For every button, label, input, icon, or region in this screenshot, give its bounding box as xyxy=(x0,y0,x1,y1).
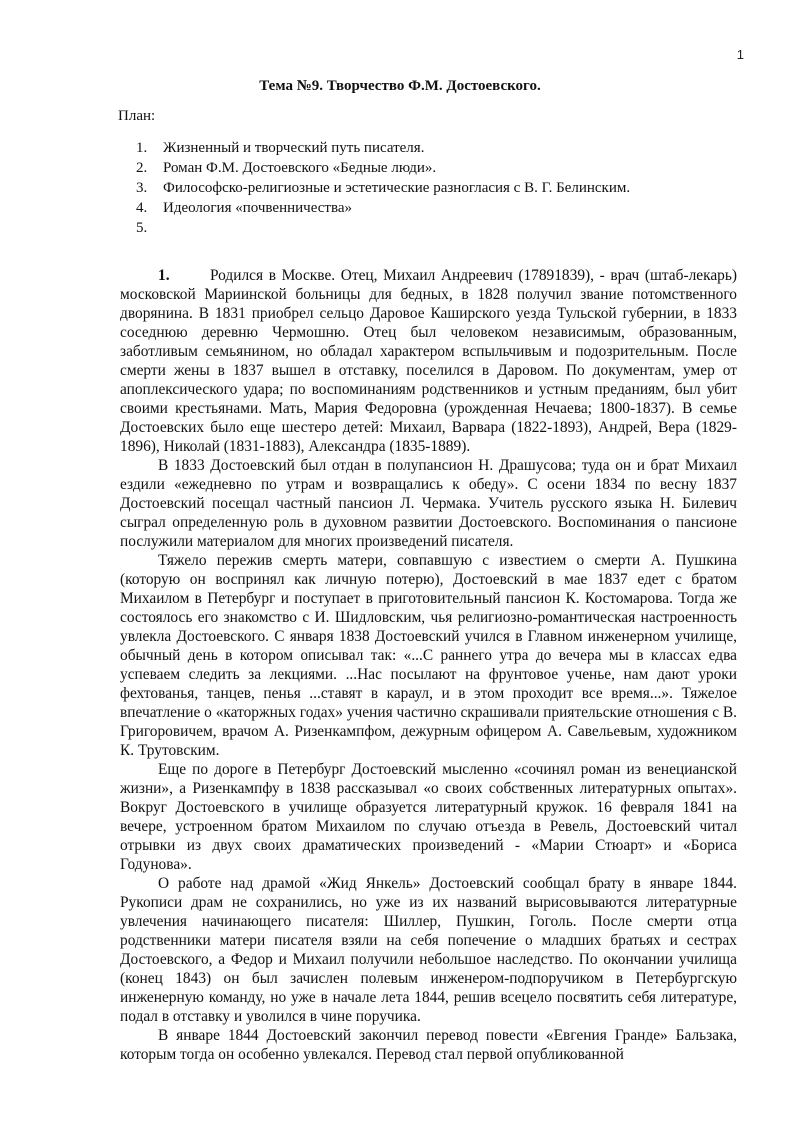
paragraph: О работе над драмой «Жид Янкель» Достоевский сообщал брату в январе 1844. Рукописи драм не сохранились, но уже из их названий вырисовываются литературные увлечения начинающего писателя: Шиллер, Пушкин, Гоголь. После смерти отца родственники матери писателя взяли на себя попечение о младших братьях и сестрах Достоевского, а Федор и Михаил получили небольшое наследство. По окончании училища (конец 1843) он был зачислен полевым инженером-подпоручиком в Петербургскую инженерную команду, но уже в начале лета 1844, решив всецело посвятить себя литературе, подал в отставку и уволился в чине поручика. xyxy=(120,875,737,1025)
plan-item-text: Роман Ф.М. Достоевского «Бедные люди». xyxy=(163,160,437,176)
page-number: 1 xyxy=(736,47,744,62)
paragraph xyxy=(120,266,737,456)
plan-item xyxy=(136,158,630,178)
plan-item-number: 3. xyxy=(136,180,148,196)
paragraph-text: Родился в Москве. Отец, Михаил Андреевич (17891839), - врач (штаб-лекарь) московской Мариинской больницы для бедных, в 1828 получил звание потомственного дворянина. В 1831 приобрел сельцо Даровое Каширского уезда Тульской губернии, в 1833 соседнюю деревню Чермошню. Отец был человеком независимым, образованным, заботливым семьянином, но обладал характером вспыльчивым и подозрительным. После смерти жены в 1837 вышел в отставку, поселился в Даровом. По документам, умер от апоплексического удара; по воспоминаниям родственников и устным преданиям, был убит своими крестьянами. Мать, Мария Федоровна (урожденная Нечаева; 1800-1837). В семье Достоевских было еще шестеро детей: Михаил, Варвара (1822-1893), Андрей, Вера (1829-1896), Николай (1831-1883), Александра (1835-1889). xyxy=(120,267,737,455)
plan-list xyxy=(136,138,630,238)
plan-item-text: Философско-религиозные и эстетические разногласия с В. Г. Белинским. xyxy=(163,180,631,196)
paragraph: Еще по дороге в Петербург Достоевский мысленно «сочинял роман из венецианской жизни», а Ризенкампфу в 1838 рассказывал «о своих собственных литературных опытах». Вокруг Достоевского в училище образуется литературный кружок. 16 февраля 1841 на вечере, устроенном братом Михаилом по случаю отъезда в Ревель, Достоевский читал отрывки из двух своих драматических произведений - «Марии Стюарт» и «Бориса Годунова». xyxy=(120,761,737,873)
plan-item xyxy=(136,178,630,198)
plan-item xyxy=(136,198,630,218)
plan-item-number: 4. xyxy=(136,200,148,216)
plan-item xyxy=(136,218,630,238)
paragraph: В январе 1844 Достоевский закончил перевод повести «Евгения Гранде» Бальзака, которым тогда он особенно увлекался. Перевод стал первой опубликованной xyxy=(120,1027,737,1063)
page-title: Тема №9. Творчество Ф.М. Достоевского. xyxy=(259,78,541,94)
plan-item xyxy=(136,138,630,158)
plan-item-text: Идеология «почвенничества» xyxy=(163,200,352,216)
body-text xyxy=(120,266,737,1064)
paragraph: Тяжело пережив смерть матери, совпавшую с известием о смерти А. Пушкина (которую он воспринял как личную потерю), Достоевский в мае 1837 едет с братом Михаилом в Петербург и поступает в приготовительный пансион К. Костомарова. Тогда же состоялось его знакомство с И. Шидловским, чья религиозно-романтическая настроенность увлекла Достоевского. С января 1838 Достоевский учился в Главном инженерном училище, обычный день в котором описывал так: «...С раннего утра до вечера мы в классах едва успеваем следить за лекциями. ...Нас посылают на фрунтовое ученье, нам дают уроки фехтованья, танцев, пенья ...ставят в караул, и в этом проходит все время...». Тяжелое впечатление о «каторжных годах» учения частично скрашивали приятельские отношения с В. Григоровичем, врачом А. Ризенкампфом, дежурным офицером А. Савельевым, художником К. Трутовским. xyxy=(120,552,737,759)
plan-item-number: 5. xyxy=(136,220,148,236)
plan-item-text: Жизненный и творческий путь писателя. xyxy=(163,140,425,156)
section-number: 1. xyxy=(158,267,170,284)
plan-item-number: 2. xyxy=(136,160,148,176)
plan-label: План: xyxy=(118,108,156,124)
paragraph: В 1833 Достоевский был отдан в полупансион Н. Драшусова; туда он и брат Михаил ездили «ежедневно по утрам и возвращались к обеду». С осени 1834 по весну 1837 Достоевский посещал частный пансион Л. Чермака. Учитель русского языка Н. Билевич сыграл определенную роль в духовном развитии Достоевского. Воспоминания о пансионе послужили материалом для многих произведений писателя. xyxy=(120,457,737,550)
plan-item-number: 1. xyxy=(136,140,148,156)
